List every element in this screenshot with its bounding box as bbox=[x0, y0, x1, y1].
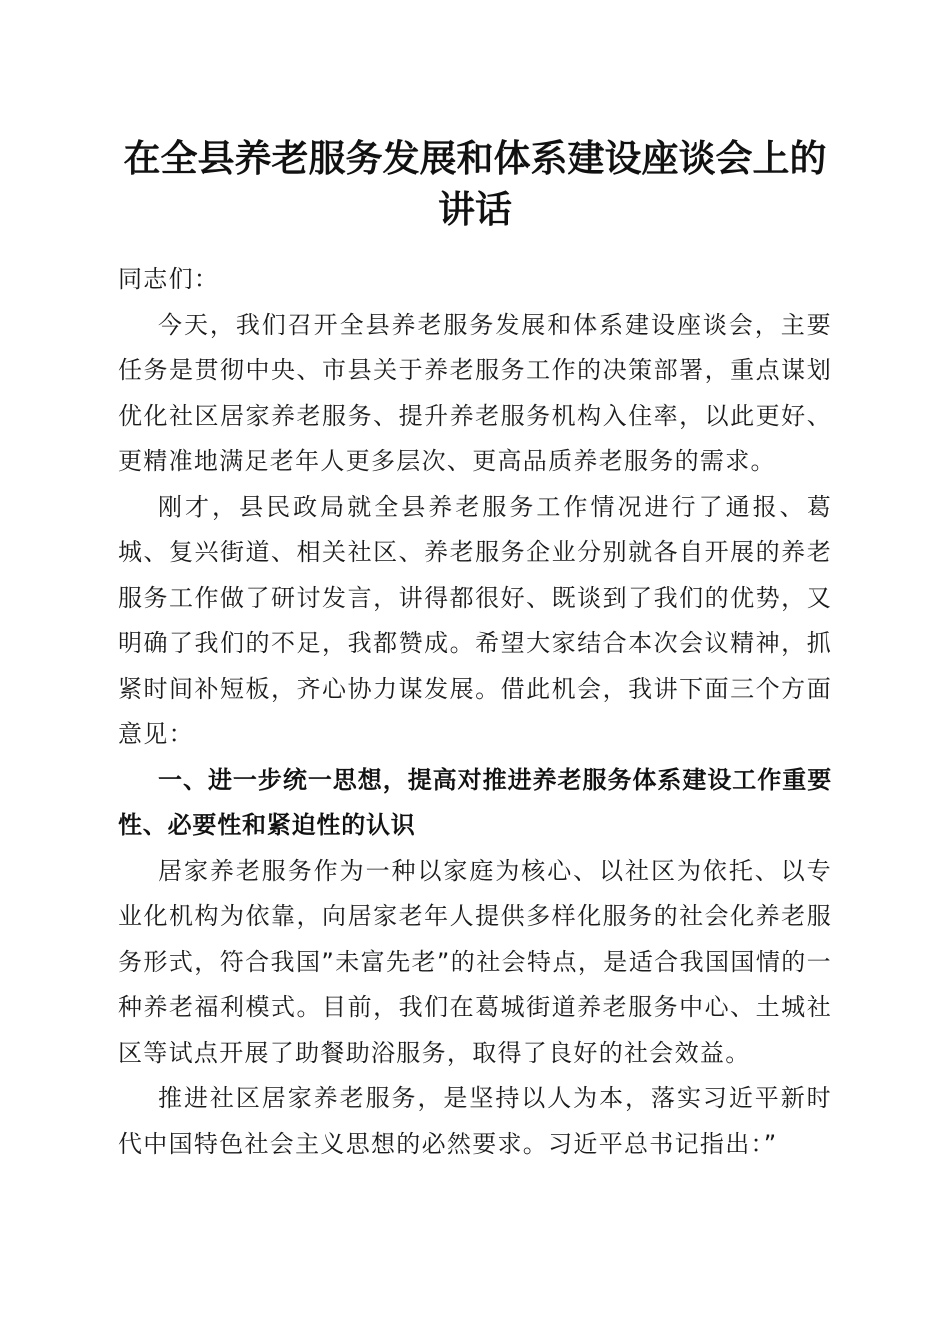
section-heading: 一、进一步统一思想，提高对推进养老服务体系建设工作重要性、必要性和紧迫性的认识 bbox=[118, 765, 832, 839]
paragraph-people-oriented: 推进社区居家养老服务，是坚持以人为本，落实习近平新时代中国特色社会主义思想的必然要求。习近平总书记指出：” bbox=[118, 1084, 832, 1158]
document-body bbox=[118, 257, 832, 1167]
salutation: 同志们： bbox=[118, 265, 220, 293]
document-title: 在全县养老服务发展和体系建设座谈会上的讲话 bbox=[123, 136, 827, 231]
paragraph-home-care: 居家养老服务作为一种以家庭为核心、以社区为依托、以专业化机构为依靠，向居家老年人提供多样化服务的社会化养老服务形式，符合我国”未富先老”的社会特点，是适合我国国情的一种养老福利模式。目前，我们在葛城街道养老服务中心、土城社区等试点开展了助餐助浴服务，取得了良好的社会效益。 bbox=[118, 856, 832, 1067]
paragraph-intro: 今天，我们召开全县养老服务发展和体系建设座谈会，主要任务是贯彻中央、市县关于养老服务工作的决策部署，重点谋划优化社区居家养老服务、提升养老服务机构入住率，以此更好、更精准地满足老年人更多层次、更高品质养老服务的需求。 bbox=[118, 310, 832, 475]
paragraph-review: 刚才，县民政局就全县养老服务工作情况进行了通报、葛城、复兴街道、相关社区、养老服务企业分别就各自开展的养老服务工作做了研讨发言，讲得都很好、既谈到了我们的优势，又明确了我们的不足，我都赞成。希望大家结合本次会议精神，抓紧时间补短板，齐心协力谋发展。借此机会，我讲下面三个方面意见： bbox=[118, 492, 832, 748]
